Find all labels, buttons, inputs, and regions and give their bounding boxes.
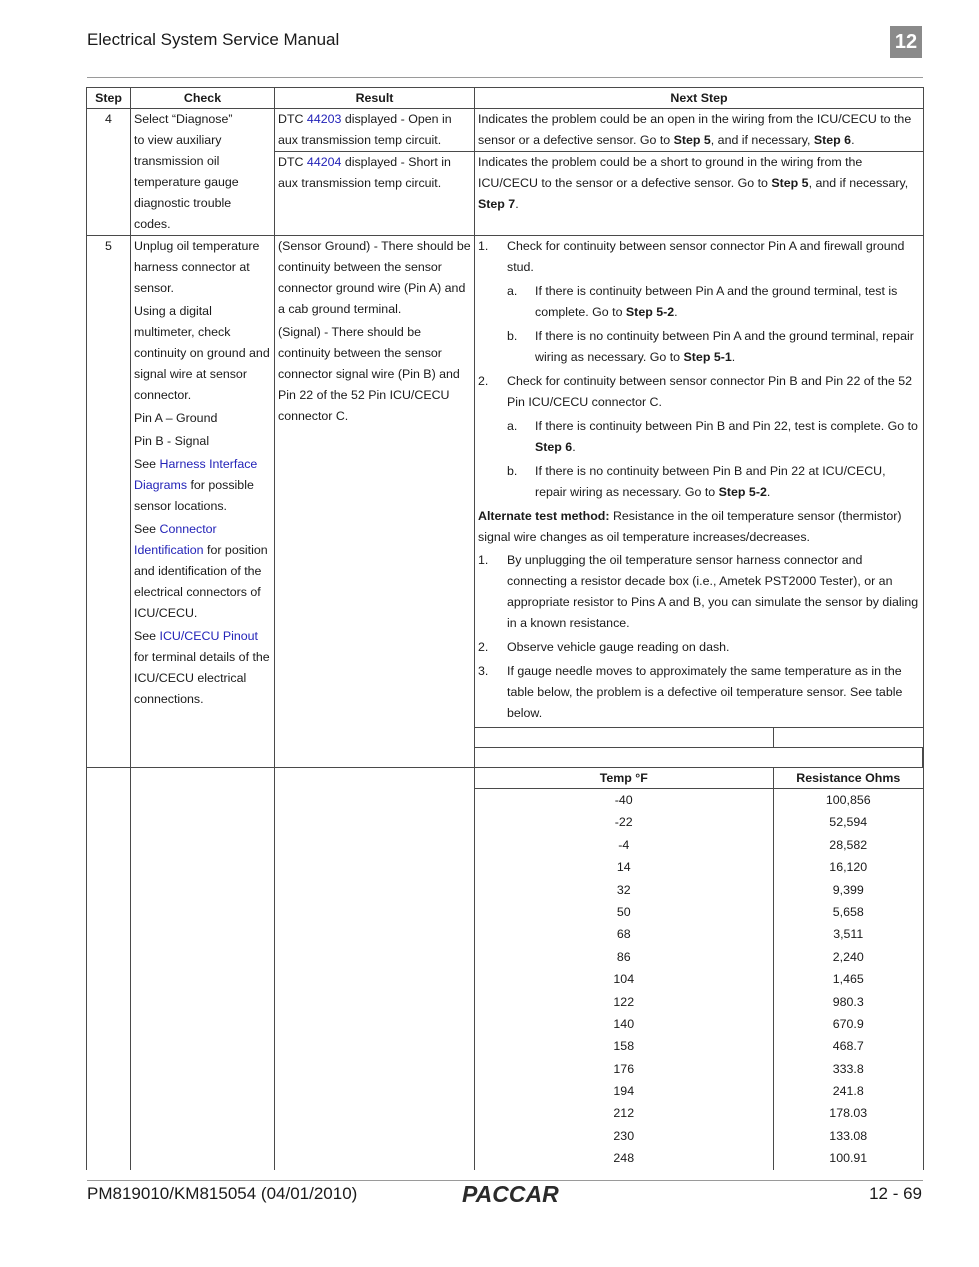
- resistance-value: 100,856: [825, 793, 871, 807]
- resistance-value: 3,511: [833, 927, 864, 942]
- temp-value: 230: [475, 1125, 773, 1147]
- sub-list-item: [478, 461, 920, 503]
- header-divider: [87, 77, 923, 78]
- check-text: for terminal details of the ICU/CECU electrical connections.: [134, 650, 270, 706]
- result-text: DTC: [278, 112, 307, 126]
- list-text: Check for continuity between sensor connector Pin B and Pin 22 of the 52 Pin ICU/CECU connector C.: [507, 374, 913, 409]
- dtc-link-44204[interactable]: 44204: [306, 155, 342, 169]
- step-ref: Step 5-2: [718, 485, 767, 499]
- empty-spacer-table: [475, 727, 923, 767]
- table-row: [475, 1125, 923, 1147]
- table-row: [475, 901, 923, 923]
- empty-cell: [773, 728, 923, 748]
- resistance-value: 980.3: [832, 994, 864, 1009]
- temp-value: 248: [475, 1147, 773, 1169]
- list-text: .: [766, 485, 771, 499]
- step-ref: Step 5: [771, 176, 809, 190]
- resistance-value: 1,465: [832, 972, 864, 987]
- sub-list-item: [478, 416, 920, 458]
- footer-document-id: PM819010/KM815054 (04/01/2010): [87, 1184, 358, 1203]
- temp-value: 50: [475, 901, 773, 923]
- list-item: [478, 550, 920, 634]
- paccar-logo: [462, 1181, 568, 1212]
- check-text: [134, 454, 271, 517]
- icu-cecu-pinout-link[interactable]: ICU/CECU Pinout: [159, 629, 258, 643]
- column-header-next-step: Next Step: [475, 88, 924, 109]
- alternate-method-text: [478, 506, 920, 548]
- temp-value: 176: [475, 1058, 773, 1080]
- step-number: 5: [87, 236, 131, 768]
- resistance-value: 333.8: [832, 1061, 864, 1076]
- table-row: [475, 1035, 923, 1057]
- list-item: [478, 236, 920, 368]
- column-header-check: Check: [131, 88, 275, 109]
- resistance-value: 241.8: [832, 1084, 864, 1099]
- table-row: [475, 923, 923, 945]
- list-text: If there is continuity between Pin B and Pin 22, test is complete. Go to: [535, 419, 918, 433]
- connector-identification-link[interactable]: Connector Identification: [134, 522, 217, 557]
- temp-value: 14: [475, 856, 773, 878]
- resistance-value: 178.03: [829, 1106, 868, 1121]
- step-ref: Step 6: [535, 440, 573, 454]
- list-number: 2.: [478, 374, 489, 388]
- table-row-step5: [87, 236, 924, 768]
- step-ref: Step 5: [673, 133, 711, 147]
- resistance-value: 28,582: [829, 837, 868, 852]
- next-step-text: .: [851, 133, 855, 147]
- next-step-text: Indicates the problem could be a short to ground in the wiring from the ICU/CECU to the sensor or a defective sensor. Go to: [478, 155, 863, 190]
- table-row: [475, 834, 923, 856]
- temp-value: 158: [475, 1035, 773, 1057]
- list-number: 1.: [478, 553, 489, 567]
- resistance-value: 133.08: [829, 1128, 868, 1143]
- list-letter: b.: [507, 329, 518, 343]
- temp-table-header: [475, 768, 923, 789]
- check-text: See: [134, 457, 160, 471]
- check-text: Pin A – Ground: [134, 411, 218, 425]
- check-text: See: [134, 522, 160, 536]
- temp-value: -22: [475, 811, 773, 833]
- sub-list-item: [478, 281, 920, 323]
- check-text: Unplug oil temperature harness connector at sensor.: [134, 239, 260, 295]
- check-text: Pin B - Signal: [134, 434, 210, 448]
- empty-cell: [475, 748, 923, 768]
- step-number: 4: [87, 109, 131, 236]
- list-text: If there is continuity between Pin A and the ground terminal, test is complete. Go to: [535, 284, 898, 319]
- table-row: [475, 811, 923, 833]
- resistance-value: 2,240: [832, 949, 864, 964]
- result-text: DTC: [278, 155, 307, 169]
- table-row-temp: [87, 768, 924, 1170]
- list-letter: a.: [507, 419, 518, 433]
- table-row: [475, 968, 923, 990]
- column-header-result: Result: [275, 88, 475, 109]
- temp-value: 104: [475, 968, 773, 990]
- resistance-header: Resistance Ohms: [773, 768, 923, 789]
- list-text: If there is no continuity between Pin B and Pin 22 at ICU/CECU, repair wiring as necessary. Go to: [535, 464, 886, 499]
- temp-table-cell: [475, 768, 924, 1170]
- temp-value: 86: [475, 946, 773, 968]
- empty-cell: [131, 768, 275, 1170]
- table-row: [475, 991, 923, 1013]
- result-text: (Signal) - There should be continuity between the sensor connector signal wire (Pin B) and Pin 22 of the 52 Pin ICU/CECU connector C.: [278, 325, 460, 423]
- resistance-value: 100.91: [829, 1151, 868, 1166]
- list-number: 2.: [478, 640, 489, 654]
- check-cell-step5: [131, 236, 275, 768]
- check-cell-step4: [131, 109, 275, 236]
- logo-text: PACCAR: [462, 1181, 559, 1207]
- check-text: for position and identification of the electrical connectors of ICU/CECU.: [134, 543, 268, 620]
- check-text: to view auxiliary transmission oil temperature gauge diagnostic trouble codes.: [134, 133, 239, 231]
- check-text: for possible sensor locations.: [134, 478, 254, 513]
- table-header-row: [87, 88, 924, 109]
- table-row: [475, 1147, 923, 1169]
- temp-value: 140: [475, 1013, 773, 1035]
- check-text: Using a digital multimeter, check continuity on ground and signal wire at sensor connector.: [134, 304, 270, 402]
- resistance-value: 670.9: [832, 1016, 864, 1031]
- result-text: (Sensor Ground) - There should be continuity between the sensor connector ground wire (Pin A) and a cab ground terminal.: [278, 239, 471, 316]
- table-row: [475, 789, 923, 812]
- check-text: Select “Diagnose”: [134, 112, 233, 126]
- next-step-text: , and if necessary,: [808, 176, 909, 190]
- diagnostic-table: [86, 87, 924, 1170]
- resistance-value: 5,658: [832, 904, 864, 919]
- next-step-cell: [475, 109, 924, 152]
- list-letter: a.: [507, 284, 518, 298]
- check-text: See: [134, 629, 160, 643]
- table-row: [475, 1058, 923, 1080]
- table-row: [475, 879, 923, 901]
- continuity-check-list: [478, 236, 920, 503]
- result-cell: [275, 109, 475, 152]
- temp-value: 68: [475, 923, 773, 945]
- list-number: 1.: [478, 239, 489, 253]
- resistance-value: 9,399: [832, 882, 864, 897]
- result-text: displayed - Short in aux transmission temp circuit.: [278, 155, 451, 190]
- temp-value: -4: [475, 834, 773, 856]
- temp-value: 122: [475, 991, 773, 1013]
- harness-interface-diagrams-link[interactable]: Harness Interface Diagrams: [134, 457, 258, 492]
- empty-cell: [475, 728, 773, 748]
- dtc-link-44203[interactable]: 44203: [306, 112, 342, 126]
- next-step-text: , and if necessary,: [710, 133, 814, 147]
- chapter-badge: 12: [890, 26, 922, 58]
- resistance-value: 16,120: [829, 860, 868, 875]
- list-number: 3.: [478, 664, 489, 678]
- result-cell: [275, 152, 475, 236]
- sub-list-item: [478, 326, 920, 368]
- check-text: [134, 519, 271, 624]
- resistance-value: 468.7: [832, 1039, 864, 1054]
- step-ref: Step 5-1: [683, 350, 732, 364]
- alternate-method-title: Alternate test method:: [478, 509, 610, 523]
- temp-value: 32: [475, 879, 773, 901]
- empty-cell: [275, 768, 475, 1170]
- temp-value: -40: [475, 789, 773, 812]
- list-item: [478, 661, 920, 724]
- resistance-value: 52,594: [829, 815, 868, 830]
- list-item: [478, 637, 920, 658]
- table-row: [475, 1102, 923, 1124]
- list-item: [478, 371, 920, 503]
- table-row: [475, 1013, 923, 1035]
- result-text: displayed - Open in aux transmission temp circuit.: [278, 112, 452, 147]
- list-text: By unplugging the oil temperature sensor harness connector and connecting a resistor decade box (i.e., Ametek PST2000 Tester), or an appropriate resistor to Pins A and B, you can simulate the sensor by dialing in a known resistance.: [507, 553, 919, 630]
- next-step-text: .: [515, 197, 519, 211]
- temperature-resistance-table: [475, 768, 923, 1170]
- list-text: If there is no continuity between Pin A and the ground terminal, repair wiring as necessary. Go to: [535, 329, 914, 364]
- step-ref: Step 5-2: [625, 305, 675, 319]
- list-letter: b.: [507, 464, 518, 478]
- list-text: .: [572, 440, 576, 454]
- result-cell-step5: [275, 236, 475, 768]
- temp-value: 194: [475, 1080, 773, 1102]
- table-row: [475, 1080, 923, 1102]
- temp-value: 212: [475, 1102, 773, 1124]
- list-text: .: [731, 350, 736, 364]
- next-step-text: Indicates the problem could be an open in the wiring from the ICU/CECU to the sensor or a defective sensor. Go to: [478, 112, 912, 147]
- table-row: [475, 856, 923, 878]
- page-number: 12 - 69: [869, 1184, 922, 1203]
- list-text: If gauge needle moves to approximately the same temperature as in the table below, the problem is a defective oil temperature sensor. See table below.: [507, 664, 903, 720]
- column-header-step: Step: [87, 88, 131, 109]
- empty-cell: [87, 768, 131, 1170]
- table-row: [475, 946, 923, 968]
- temp-header: Temp °F: [475, 768, 773, 789]
- list-text: .: [674, 305, 678, 319]
- step-ref: Step 7: [478, 197, 516, 211]
- list-text: Check for continuity between sensor connector Pin A and firewall ground stud.: [507, 239, 905, 274]
- table-row-step4a: [87, 109, 924, 152]
- next-step-cell-step5: [475, 236, 924, 768]
- check-text: [134, 626, 271, 710]
- next-step-cell: [475, 152, 924, 236]
- list-text: Observe vehicle gauge reading on dash.: [507, 640, 730, 654]
- alternate-method-body: Resistance in the oil temperature sensor (thermistor) signal wire changes as oil temperature increases/decreases.: [478, 509, 902, 544]
- header-title: Electrical System Service Manual: [87, 30, 340, 49]
- alternate-method-list: [478, 550, 920, 724]
- step-ref: Step 6: [813, 133, 852, 147]
